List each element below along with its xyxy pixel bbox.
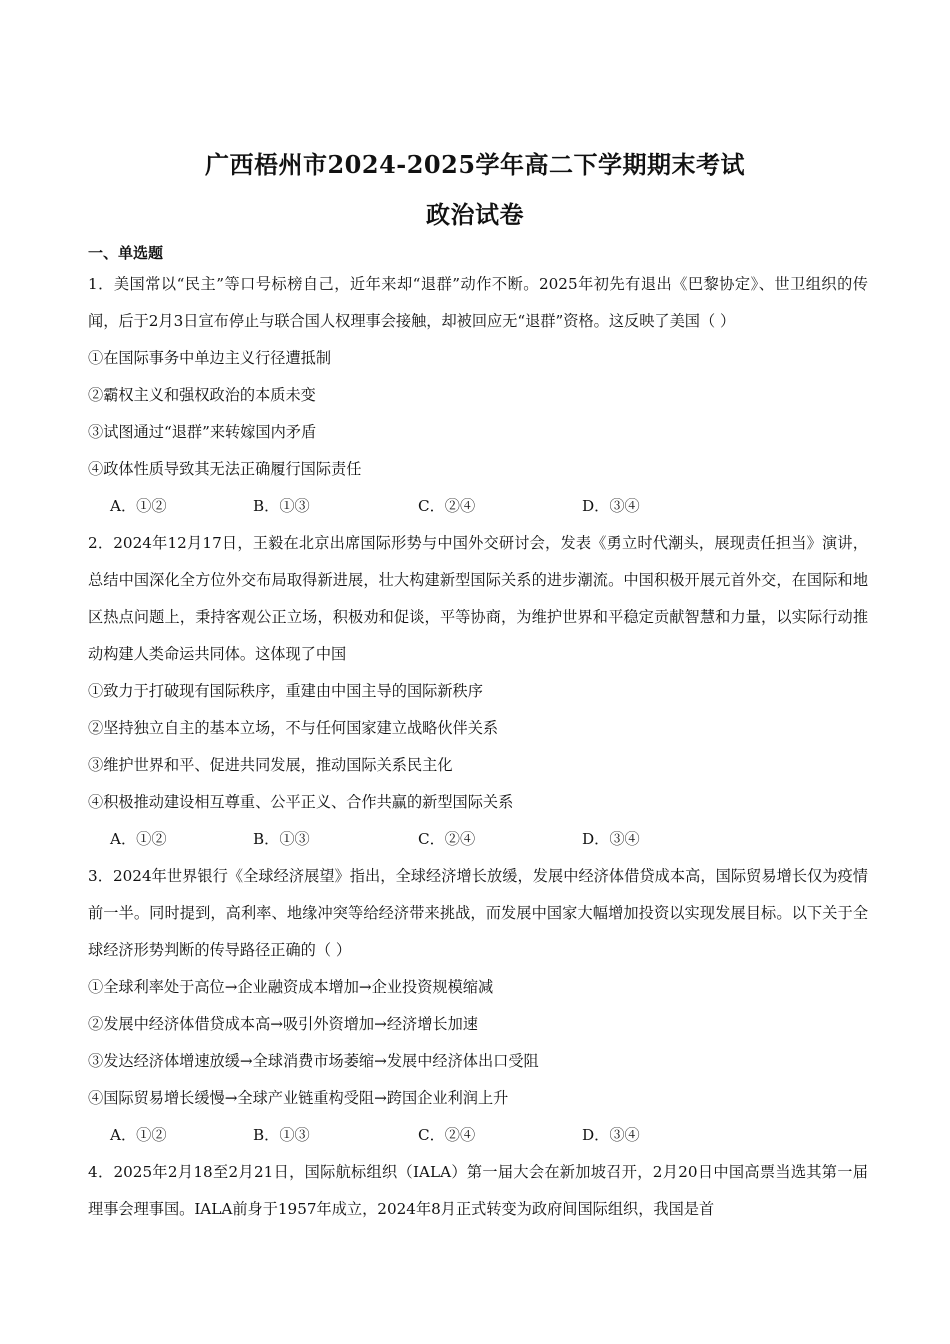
choice-b[interactable]: B．①③ xyxy=(253,830,310,848)
choice-a[interactable]: A．①② xyxy=(110,830,167,848)
question-1-statement-4: ④政体性质导致其无法正确履行国际责任 xyxy=(88,460,362,478)
question-4-stem: 4．2025年2月18至2月21日，国际航标组织（IALA）第一届大会在新加坡召开，2月20日中国高票当选其第一届理事会理事国。IALA前身于1957年成立，2024年8月正式转变为政府间国际组织，我国是首 xyxy=(88,1163,868,1218)
choice-a[interactable]: A．①② xyxy=(110,497,167,515)
choice-c[interactable]: C．②④ xyxy=(418,1126,476,1144)
exam-subject: 政治试卷 xyxy=(426,200,524,229)
question-list xyxy=(88,266,868,1228)
question-1-statement-3: ③试图通过“退群”来转嫁国内矛盾 xyxy=(88,423,317,441)
choice-d[interactable]: D．③④ xyxy=(582,1126,640,1144)
question-2-stem: 2．2024年12月17日，王毅在北京出席国际形势与中国外交研讨会，发表《勇立时代潮头，展现责任担当》演讲，总结中国深化全方位外交布局取得新进展，壮大构建新型国际关系的进步潮流。中国积极开展元首外交，在国际和地区热点问题上，秉持客观公正立场，积极劝和促谈，平等协商，为维护世界和平稳定贡献智慧和力量，以实际行动推动构建人类命运共同体。这体现了中国 xyxy=(88,534,868,663)
choice-b[interactable]: B．①③ xyxy=(253,1126,310,1144)
question-1-statement-1: ①在国际事务中单边主义行径遭抵制 xyxy=(88,349,331,367)
section-heading: 一、单选题 xyxy=(88,244,164,262)
question-2-statement-3: ③维护世界和平、促进共同发展，推动国际关系民主化 xyxy=(88,756,453,774)
question-3-statement-2: ②发展中经济体借贷成本高→吸引外资增加→经济增长加速 xyxy=(88,1015,478,1033)
question-3-stem: 3．2024年世界银行《全球经济展望》指出，全球经济增长放缓，发展中经济体借贷成本高，国际贸易增长仅为疫情前一半。同时提到，高利率、地缘冲突等给经济带来挑战，而发展中国家大幅增加投资以实现发展目标。以下关于全球经济形势判断的传导路径正确的（ ） xyxy=(88,867,868,959)
question-2-statement-4: ④积极推动建设相互尊重、公平正义、合作共赢的新型国际关系 xyxy=(88,793,514,811)
question-3-statement-3: ③发达经济体增速放缓→全球消费市场萎缩→发展中经济体出口受阻 xyxy=(88,1052,539,1070)
question-2-statement-1: ①致力于打破现有国际秩序，重建由中国主导的国际新秩序 xyxy=(88,682,483,700)
question-1-stem: 1．美国常以“民主”等口号标榜自己，近年来却“退群”动作不断。2025年初先有退出《巴黎协定》、世卫组织的传闻，后于2月3日宣布停止与联合国人权理事会接触，却被回应无“退群”资格。这反映了美国（ ） xyxy=(88,275,868,330)
question-3-statement-4: ④国际贸易增长缓慢→全球产业链重构受阻→跨国企业利润上升 xyxy=(88,1089,509,1107)
choice-b[interactable]: B．①③ xyxy=(253,497,310,515)
choice-c[interactable]: C．②④ xyxy=(418,497,476,515)
choice-d[interactable]: D．③④ xyxy=(582,497,640,515)
exam-title: 广西梧州市2024-2025学年高二下学期期末考试 xyxy=(204,150,746,179)
choice-a[interactable]: A．①② xyxy=(110,1126,167,1144)
question-1-statement-2: ②霸权主义和强权政治的本质未变 xyxy=(88,386,316,404)
question-3-statement-1: ①全球利率处于高位→企业融资成本增加→企业投资规模缩减 xyxy=(88,978,494,996)
choice-c[interactable]: C．②④ xyxy=(418,830,476,848)
question-3-choices xyxy=(88,1117,868,1154)
question-2-statement-2: ②坚持独立自主的基本立场，不与任何国家建立战略伙伴关系 xyxy=(88,719,499,737)
question-1-choices xyxy=(88,488,868,525)
question-2-choices xyxy=(88,821,868,858)
choice-d[interactable]: D．③④ xyxy=(582,830,640,848)
